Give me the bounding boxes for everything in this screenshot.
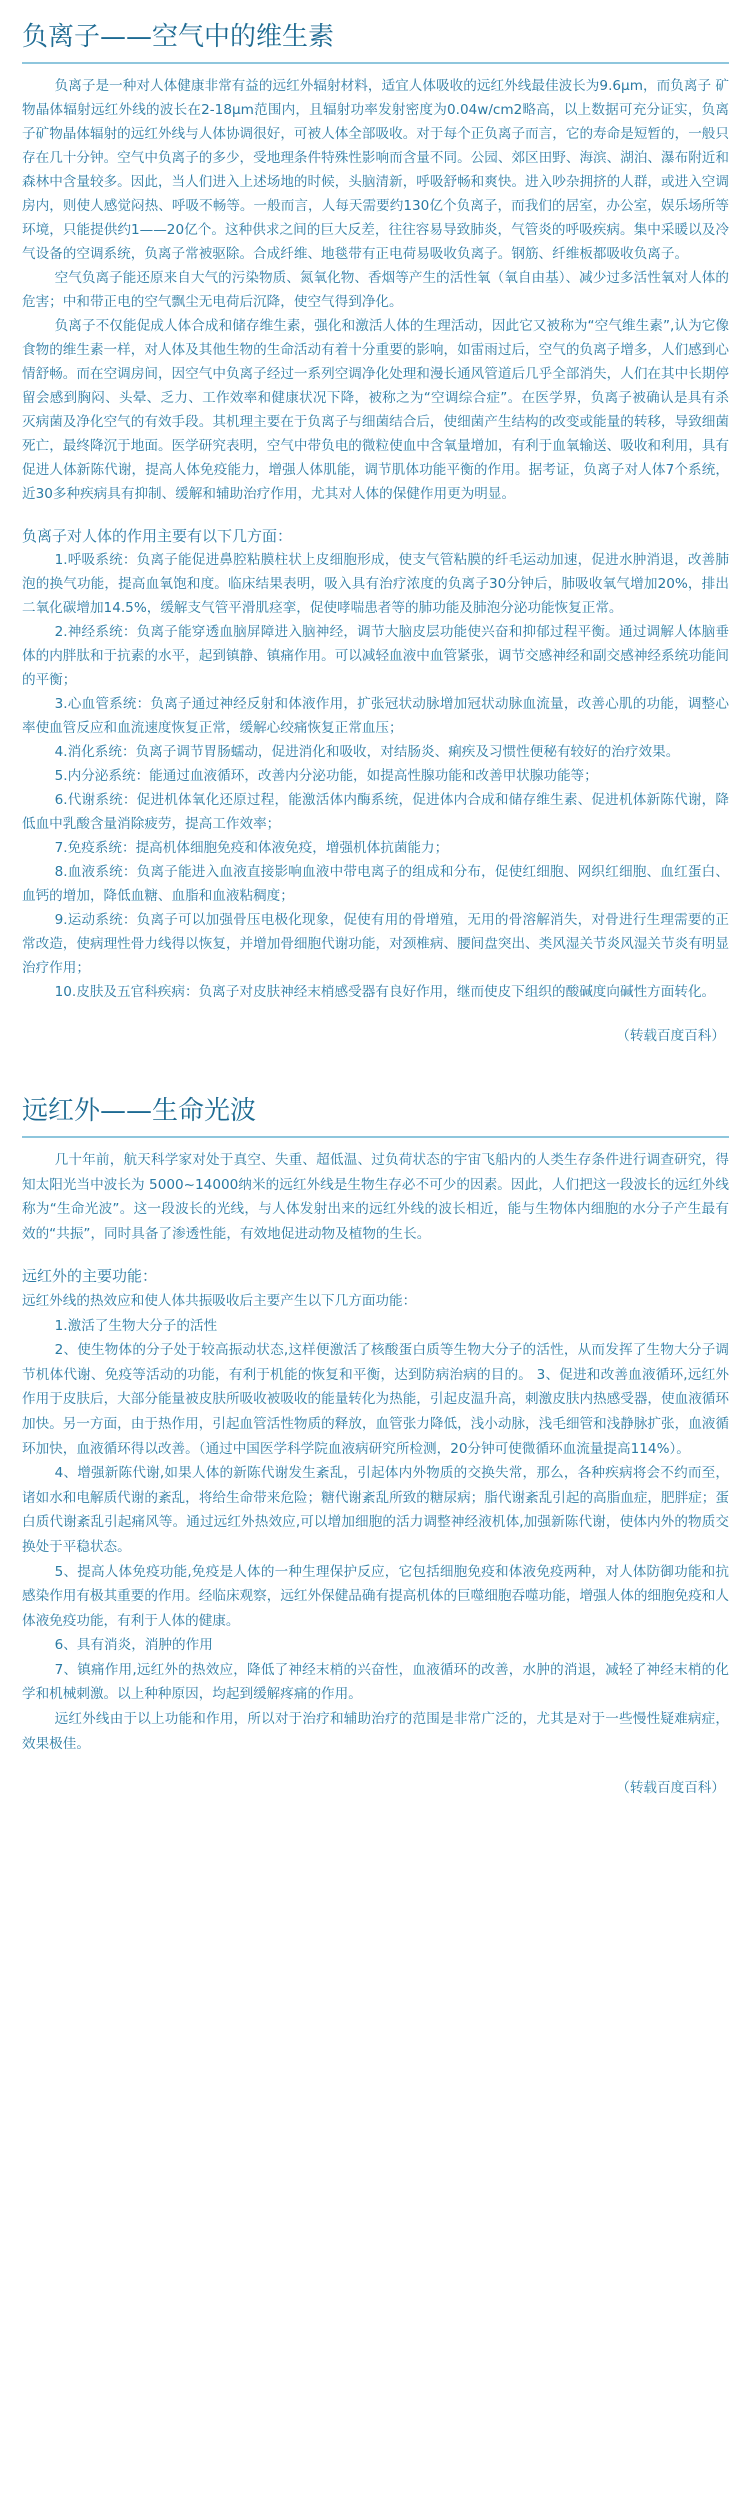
paragraph: 负离子是一种对人体健康非常有益的远红外辐射材料，适宜人体吸收的远红外线最佳波长为9.6μm，而负离子 矿物晶体辐射远红外线的波长在2-18μm范围内，且辐射功率发射密度为0.04w/cm2略高，以上数据可充分证实，负离子矿物晶体辐射的远红外线与人体协调很好，可被人体全部吸收。对于每个正负离子而言，它的寿命是短暂的，一般只存在几十分钟。空气中负离子的多少，受地理条件特殊性影响而含量不同。公园、郊区田野、海滨、湖泊、瀑布附近和森林中含量较多。因此，当人们进入上述场地的时候，头脑清新，呼吸舒畅和爽快。进入吵杂拥挤的人群，或进入空调房内，则使人感觉闷热、呼吸不畅等。一般而言，人每天需要约130亿个负离子，而我们的居室，办公室，娱乐场所等环境，只能提供约1——20亿个。这种供求之间的巨大反差，往往容易导致肺炎，气管炎的呼吸疾病。集中采暖以及冷气设备的空调系统，负离子常被驱除。合成纤维、地毯带有正电荷易吸收负离子。钢筋、纤维板都吸收负离子。: [22, 78, 729, 262]
source-note: （转载百度百科）: [616, 1028, 725, 1044]
list-item: 8.血液系统：负离子能进入血液直接影响血液中带电离子的组成和分布，促使红细胞、网织红细胞、血红蛋白、血钙的增加，降低血糖、血脂和血液粘稠度；: [22, 864, 729, 904]
subheading: 负离子对人体的作用主要有以下几方面：: [22, 527, 293, 545]
section-title: 负离子——空气中的维生素: [22, 22, 335, 52]
paragraph: 远红外线由于以上功能和作用，所以对于治疗和辅助治疗的范围是非常广泛的，尤其是对于一些慢性疑难病症，效果极佳。: [22, 1711, 729, 1752]
section-negative-ions: [22, 18, 729, 1048]
section-far-infrared: [22, 1092, 729, 1800]
list-item: 6、具有消炎，消肿的作用: [54, 1637, 213, 1654]
list-item: 7.免疫系统：提高机体细胞免疫和体液免疫，增强机体抗菌能力；: [54, 840, 449, 856]
list-item: 5.内分泌系统：能通过血液循环，改善内分泌功能，如提高性腺功能和改善甲状腺功能等；: [54, 768, 598, 784]
title-divider: [22, 1136, 729, 1138]
list-item: 7、镇痛作用,远红外的热效应，降低了神经末梢的兴奋性，血液循环的改善，水肿的消退，减轻了神经末梢的化学和机械刺激。以上种种原因，均起到缓解疼痛的作用。: [22, 1661, 729, 1703]
list-item: 2、使生物体的分子处于较高振动状态,这样便激活了核酸蛋白质等生物大分子的活性，从而发挥了生物大分子调节机体代谢、免疫等活动的功能，有利于机能的恢复和平衡，达到防病治病的目的。 3、促进和改善血液循环,远红外作用于皮肤后，大部分能量被皮肤所吸收被吸收的能量转化为热能，引起皮温升高，刺激皮肤内热感受器，使血液循环加快。另一方面，由于热作用，引起血管活性物质的释放，血管张力降低，浅小动脉，浅毛细管和浅静脉扩张，血液循环加快，血液循环得以改善。（通过中国医学科学院血液病研究所检测，20分钟可使微循环血流量提高114%）。: [22, 1342, 729, 1457]
title-divider: [22, 62, 729, 64]
paragraph: 几十年前，航天科学家对处于真空、失重、超低温、过负荷状态的宇宙飞船内的人类生存条件进行调查研究，得知太阳光当中波长为 5000~14000纳米的远红外线是生物生存必不可少的因素。因此，人们把这一段波长的远红外线称为“生命光波”。这一段波长的光线，与人体发射出来的远红外线的波长相近，能与生物体内细胞的水分子产生最有效的“共振”，同时具备了渗透性能，有效地促进动物及植物的生长。: [22, 1152, 729, 1242]
list-item: 2.神经系统：负离子能穿透血脑屏障进入脑神经，调节大脑皮层功能使兴奋和抑郁过程平衡。通过调解人体脑垂体的内胖肽和于抗素的水平，起到镇静、镇痛作用。可以减轻血液中血管紧张，调节交感神经和副交感神经系统功能间的平衡；: [22, 624, 729, 688]
list-item: 6.代谢系统：促进机体氧化还原过程，能激活体内酶系统，促进体内合成和储存维生素、促进机体新陈代谢，降低血中乳酸含量消除疲劳，提高工作效率；: [22, 792, 729, 832]
list-item: 9.运动系统：负离子可以加强骨压电极化现象，促使有用的骨增殖，无用的骨溶解消失，对骨进行生理需要的正常改造，使病理性骨力线得以恢复，并增加骨细胞代谢功能，对颈椎病、腰间盘突出、类风湿关节炎风湿关节炎有明显治疗作用；: [22, 912, 729, 976]
paragraph: 负离子不仅能促成人体合成和储存维生素，强化和激活人体的生理活动，因此它又被称为“空气维生素”,认为它像食物的维生素一样，对人体及其他生物的生命活动有着十分重要的影响，如雷雨过后，空气的负离子增多，人们感到心情舒畅。而在空调房间，因空气中负离子经过一系列空调净化处理和漫长通风管道后几乎全部消失，人们在其中长期停留会感到胸闷、头晕、乏力、工作效率和健康状况下降，被称之为“空调综合症”。在医学界，负离子被确认是具有杀灭病菌及净化空气的有效手段。其机理主要在于负离子与细菌结合后，使细菌产生结构的改变或能量的转移，导致细菌死亡，最终降沉于地面。医学研究表明，空气中带负电的微粒使血中含氧量增加，有利于血氧输送、吸收和利用，具有促进人体新陈代谢，提高人体免疫能力，增强人体肌能，调节肌体功能平衡的作用。据考证，负离子对人体7个系统，近30多种疾病具有抑制、缓解和辅助治疗作用，尤其对人体的保健作用更为明显。: [22, 318, 729, 502]
section-title: 远红外——生命光波: [22, 1096, 257, 1126]
paragraph: 空气负离子能还原来自大气的污染物质、氮氧化物、香烟等产生的活性氧（氧自由基）、减少过多活性氧对人体的危害；中和带正电的空气飘尘无电荷后沉降，使空气得到净化。: [22, 270, 729, 310]
subheading: 远红外的主要功能：: [22, 1267, 158, 1286]
list-item: 1.激活了生物大分子的活性: [54, 1317, 218, 1334]
paragraph: 远红外线的热效应和使人体共振吸收后主要产生以下几方面功能：: [22, 1292, 417, 1309]
source-note: （转载百度百科）: [616, 1780, 725, 1797]
list-item: 5、提高人体免疫功能,免疫是人体的一种生理保护反应，它包括细胞免疫和体液免疫两种，对人体防御功能和抗感染作用有极其重要的作用。经临床观察，远红外保健品确有提高机体的巨噬细胞吞噬功能，增强人体的细胞免疫和人体液免疫功能，有利于人体的健康。: [22, 1563, 729, 1629]
list-item: 1.呼吸系统：负离子能促进鼻腔粘膜柱状上皮细胞形成，使支气管粘膜的纤毛运动加速，促进水肿消退，改善肺泡的换气功能，提高血氧饱和度。临床结果表明，吸入具有治疗浓度的负离子30分钟后，肺吸收氧气增加20%，排出二氧化碳增加14.5%，缓解支气管平滑肌痉挛，促使哮喘患者等的肺功能及肺泡分泌功能恢复正常。: [22, 552, 729, 616]
list-item: 4、增强新陈代谢,如果人体的新陈代谢发生紊乱，引起体内外物质的交换失常，那么，各种疾病将会不约而至，诸如水和电解质代谢的紊乱，将给生命带来危险；糖代谢紊乱所致的糖尿病；脂代谢紊乱引起的高脂血症，肥胖症；蛋白质代谢紊乱引起痛风等。通过远红外热效应,可以增加细胞的活力调整神经液机体,加强新陈代谢，使体内外的物质交换处于平稳状态。: [22, 1465, 729, 1555]
list-item: 10.皮肤及五官科疾病：负离子对皮肤神经末梢感受器有良好作用，继而使皮下组织的酸碱度向碱性方面转化。: [54, 984, 716, 1000]
list-item: 3.心血管系统：负离子通过神经反射和体液作用，扩张冠状动脉增加冠状动脉血流量，改善心肌的功能，调整心率使血管反应和血流速度恢复正常，缓解心绞痛恢复正常血压；: [22, 696, 729, 736]
list-item: 4.消化系统：负离子调节胃肠蠕动，促进消化和吸收，对结肠炎、痢疾及习惯性便秘有较好的治疗效果。: [54, 744, 680, 760]
